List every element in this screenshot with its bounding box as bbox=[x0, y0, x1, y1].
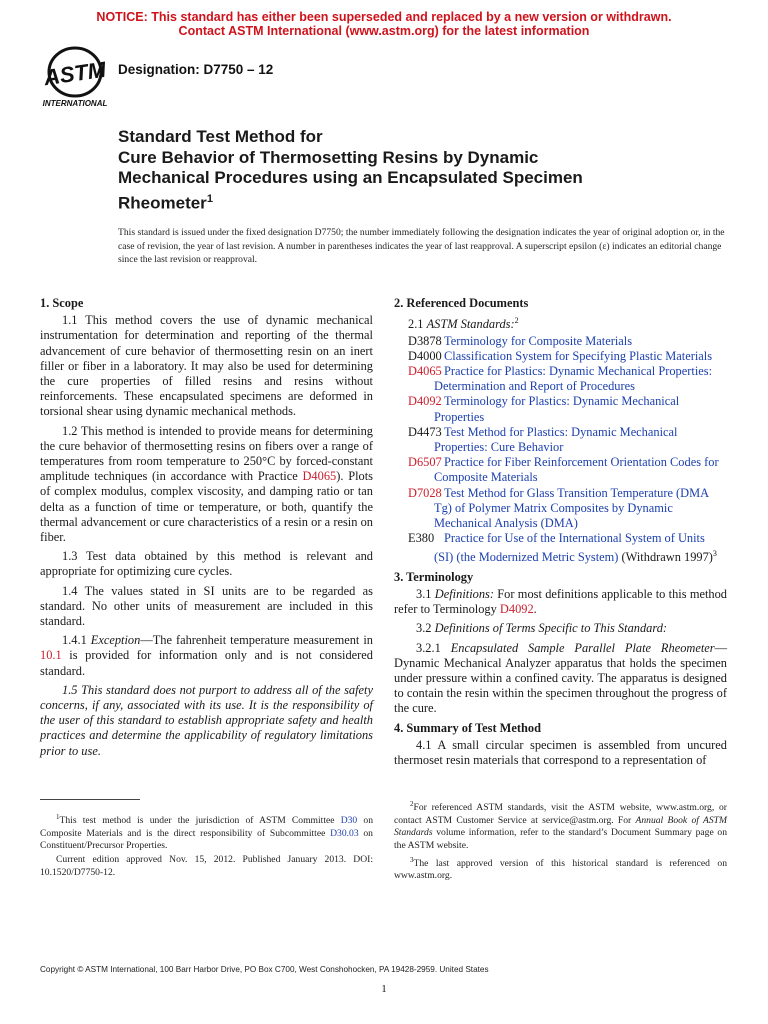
copyright-line: Copyright © ASTM International, 100 Barr Harbor Drive, PO Box C700, West Conshohocken, PA 19428-2959. United States bbox=[40, 965, 489, 974]
reference-title-link[interactable]: Test Method for Plastics: Dynamic Mechanical Properties: Cure Behavior bbox=[434, 424, 678, 454]
para-1-4-1: 1.4.1 Exception—The fahrenheit temperature measurement in 10.1 is provided for information only and is not considered standard. bbox=[40, 633, 374, 678]
para-1-5: 1.5 This standard does not purport to address all of the safety concerns, if any, associated with its use. It is the responsibility of the user of this standard to establish appropriate safety and health practices and determine the applicability of regulatory limitations prior to use. bbox=[40, 682, 373, 758]
reference-item bbox=[394, 334, 727, 349]
reference-item bbox=[394, 425, 727, 455]
notice-line-2: Contact ASTM International (www.astm.org) for the latest information bbox=[178, 24, 590, 38]
reference-code[interactable]: D6507 bbox=[408, 455, 442, 470]
reference-item bbox=[394, 394, 727, 424]
logo-subtext: INTERNATIONAL bbox=[42, 99, 108, 108]
link-d4092-terminology[interactable]: D4092 bbox=[499, 602, 534, 617]
title-line-4: Rheometer bbox=[118, 193, 207, 213]
footnote-edition: Current edition approved Nov. 15, 2012. Published January 2013. DOI: 10.1520/D7750-12. bbox=[40, 853, 373, 878]
para-1-2: 1.2 This method is intended to provide means for determining the cure behavior of thermosetting resins on fibers over a range of temperatures from room temperature to 250°C by forced-constant amplitude techniques (in accordance with Practice D4065). Plots of complex modulus, complex viscosity, and damping ratio or tan delta as a function of time or temperature, or both, quantify the thermal advancement or cure characteristics of a resin or a resin on fiber. bbox=[40, 423, 373, 545]
para-3-2: 3.2 Definitions of Terms Specific to This Standard: bbox=[416, 621, 668, 636]
notice-line-1: NOTICE: This standard has either been superseded and replaced by a new version or withdrawn. bbox=[96, 10, 672, 24]
reference-title-link[interactable]: Practice for Fiber Reinforcement Orientation Codes for Composite Materials bbox=[434, 455, 719, 485]
section-heading-referenced-documents: 2. Referenced Documents bbox=[394, 296, 529, 310]
reference-item bbox=[394, 531, 727, 566]
footnote-3: $^3$The last approved version of this historical standard is referenced on www.astm.org. bbox=[394, 855, 727, 882]
issuance-statement: This standard is issued under the fixed designation D7750; the number immediately following the designation indicates the year of original adoption or, in the case of revision, the year of last revision. A number in parentheses indicates the year of last reapproval. A superscript epsilon (ε) indicates an editorial change since the last revision or reapproval. bbox=[118, 227, 725, 265]
para-1-3: 1.3 Test data obtained by this method is relevant and appropriate for optimizing cure cycles. bbox=[40, 549, 373, 579]
reference-item bbox=[394, 486, 727, 532]
link-d30-03[interactable]: D30.03 bbox=[330, 827, 359, 839]
reference-code: D4000 bbox=[408, 348, 442, 363]
right-column bbox=[394, 296, 727, 772]
para-1-1: 1.1 This method covers the use of dynamic mechanical instrumentation for determination and reporting of the thermal advancement of cure behavior of thermosetting resin on an inert filler or fiber in a laboratory. It may also be used for determining the cure properties of filled resins and resins without reinforcements. These encapsulated specimens are deformed in torsional shear using dynamic mechanical methods. bbox=[40, 313, 373, 419]
title-line-2: Cure Behavior of Thermosetting Resins by Dynamic bbox=[118, 147, 539, 167]
reference-item bbox=[394, 349, 727, 364]
para-1-4: 1.4 The values stated in SI units are to be regarded as standard. No other units of measurement are included in this standard. bbox=[40, 583, 373, 629]
reference-code: D4473 bbox=[408, 424, 442, 439]
designation: Designation: D7750 – 12 bbox=[118, 62, 274, 77]
logo-text: ASTM bbox=[42, 56, 108, 91]
footnote-2: $^2$For referenced ASTM standards, visit the ASTM website, www.astm.org, or contact ASTM Customer Service at service@astm.org. For Annual Book of ASTM Standards volume information, refer to the standard’s Document Summary page on the ASTM website. bbox=[394, 800, 727, 851]
astm-standards-subheading: 2.1 ASTM Standards:$^2$ bbox=[408, 316, 519, 332]
section-heading-scope: 1. Scope bbox=[40, 296, 84, 310]
footnotes-left bbox=[40, 811, 373, 880]
reference-title-link[interactable]: Practice for Use of the International System of Units (SI) (the Modernized Metric System) bbox=[434, 531, 705, 565]
reference-title-link[interactable]: Terminology for Composite Materials bbox=[444, 333, 633, 348]
reference-item bbox=[394, 364, 727, 394]
para-3-2-1: 3.2.1 Encapsulated Sample Parallel Plate Rheometer—Dynamic Mechanical Analyzer apparatus that holds the specimen under pressure within a confined cavity. The apparatus is designed to contain the resin within the specimen throughout the progress of the cure. bbox=[394, 640, 727, 716]
reference-code[interactable]: D4092 bbox=[408, 394, 442, 409]
link-10-1[interactable]: 10.1 bbox=[40, 648, 62, 663]
reference-title-link[interactable]: Test Method for Glass Transition Temperature (DMA Tg) of Polymer Matrix Composites by Dynamic Mechanical Analysis (DMA) bbox=[434, 485, 709, 530]
title-line-1: Standard Test Method for bbox=[118, 127, 323, 146]
section-heading-summary: 4. Summary of Test Method bbox=[394, 720, 541, 735]
document-title bbox=[118, 127, 718, 214]
left-column bbox=[40, 296, 373, 763]
reference-footnote-marker: 3 bbox=[712, 549, 717, 559]
title-footnote-marker: 1 bbox=[206, 192, 213, 205]
link-d30[interactable]: D30 bbox=[340, 815, 358, 827]
footnote-rule-left bbox=[40, 799, 140, 800]
reference-title-link[interactable]: Practice for Plastics: Dynamic Mechanical Properties: Determination and Report of Procedures bbox=[434, 363, 713, 394]
reference-title-link[interactable]: Terminology for Plastics: Dynamic Mechanical Properties bbox=[434, 394, 680, 424]
astm-logo bbox=[38, 44, 112, 110]
superseded-notice bbox=[0, 10, 768, 38]
reference-code[interactable]: D7028 bbox=[408, 485, 442, 500]
title-line-3: Mechanical Procedures using an Encapsulated Specimen bbox=[118, 168, 583, 187]
reference-code: D3878 bbox=[408, 333, 442, 348]
para-3-1: 3.1 Definitions: For most definitions applicable to this method refer to Terminology D4092. bbox=[394, 586, 727, 617]
reference-item bbox=[394, 455, 727, 485]
footnote-1: $^1$This test method is under the jurisdiction of ASTM Committee D30 on Composite Materials and is the direct responsibility of Subcommittee D30.03 on Constituent/Precursor Properties. bbox=[40, 813, 373, 852]
footnotes-right bbox=[394, 798, 727, 884]
para-4-1: 4.1 A small circular specimen is assembled from uncured thermoset resin materials that correspond to a representation of bbox=[394, 737, 727, 767]
reference-code[interactable]: D4065 bbox=[408, 363, 442, 378]
reference-code: E380 bbox=[408, 531, 435, 546]
reference-title-link[interactable]: Classification System for Specifying Plastic Materials bbox=[444, 348, 713, 363]
reference-list bbox=[394, 334, 727, 566]
reference-withdrawn-note: (Withdrawn 1997) bbox=[618, 550, 713, 565]
link-d4065[interactable]: D4065 bbox=[302, 469, 337, 484]
section-heading-terminology: 3. Terminology bbox=[394, 569, 474, 584]
page-number: 1 bbox=[381, 983, 387, 995]
